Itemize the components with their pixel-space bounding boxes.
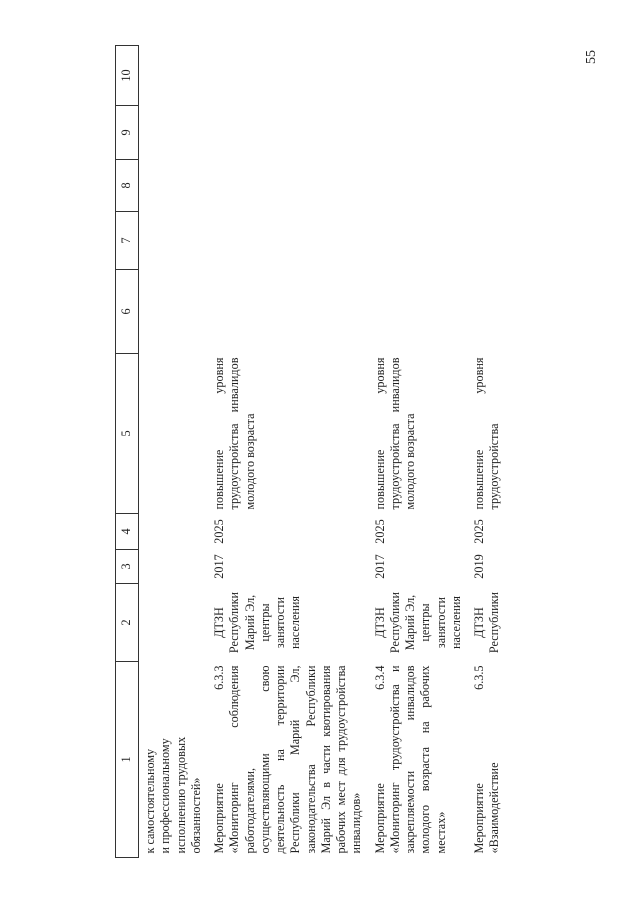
expected-result-cell: повышение уровня трудоустройства инвалидов молодого возраста [372, 357, 417, 510]
header-cell: 2 [116, 584, 139, 662]
measure-title: «Мониторинг трудоустройства и закрепляемости инвалидов молодого возраста на рабочих местах» [387, 665, 448, 854]
end-year-cell: 2025 [212, 519, 226, 544]
measure-label: Мероприятие [372, 783, 387, 854]
end-year-cell: 2025 [472, 519, 486, 544]
header-cell: 10 [116, 46, 139, 106]
header-cell: 3 [116, 550, 139, 584]
measure-code: 6.3.3 [212, 665, 226, 690]
measure-code: 6.3.5 [472, 665, 486, 690]
table-row [466, 46, 505, 858]
measure-cell [206, 662, 367, 858]
table-row [206, 46, 367, 858]
header-cell: 8 [116, 160, 139, 212]
measure-cell [367, 662, 467, 858]
measure-text-line: и профессиональному [158, 738, 173, 854]
table-row [367, 46, 467, 858]
expected-result-cell: повышение уровня трудоустройства инвалидов молодого возраста [212, 357, 257, 510]
page-number: 55 [584, 50, 599, 64]
start-year-cell: 2017 [212, 554, 226, 579]
executor-cell: ДТЗН Республики Марий Эл, центры занятости населения [372, 591, 463, 654]
measure-text-line: обязанностей» [188, 777, 203, 854]
header-row [116, 46, 139, 858]
measure-text-line: исполнению трудовых [173, 736, 188, 854]
header-cell: 6 [116, 270, 139, 354]
header-cell: 5 [116, 354, 139, 514]
header-cell: 7 [116, 212, 139, 270]
start-year-cell: 2017 [372, 554, 387, 579]
start-year-cell: 2019 [472, 554, 486, 579]
expected-result-cell: повышение уровня трудоустройства [472, 357, 502, 510]
header-cell: 1 [116, 662, 139, 858]
end-year-cell: 2025 [372, 519, 387, 544]
measure-cell [466, 662, 505, 858]
measure-label: Мероприятие [472, 783, 486, 854]
header-cell: 4 [116, 514, 139, 550]
measure-title: «Мониторинг соблюдения работодателями, осуществляющими свою деятельность на территории Республики Марий Эл, законодательства Республики Марий Эл в части квотирования рабочих мест для трудоустройства инвалидов» [227, 665, 364, 854]
measure-code: 6.3.4 [372, 665, 387, 690]
program-measures-table [115, 45, 505, 858]
measure-label: Мероприятие [212, 783, 226, 854]
executor-cell: ДТЗН Республики [472, 591, 502, 654]
measure-title: «Взаимодействие [487, 762, 502, 854]
measure-text-line: к самостоятельному [143, 748, 157, 854]
header-cell: 9 [116, 106, 139, 160]
executor-cell: ДТЗН Республики Марий Эл, центры занятости населения [212, 591, 303, 654]
rotated-table-sheet [115, 46, 545, 858]
table-row [139, 46, 207, 858]
measure-continuation-cell [139, 662, 207, 858]
